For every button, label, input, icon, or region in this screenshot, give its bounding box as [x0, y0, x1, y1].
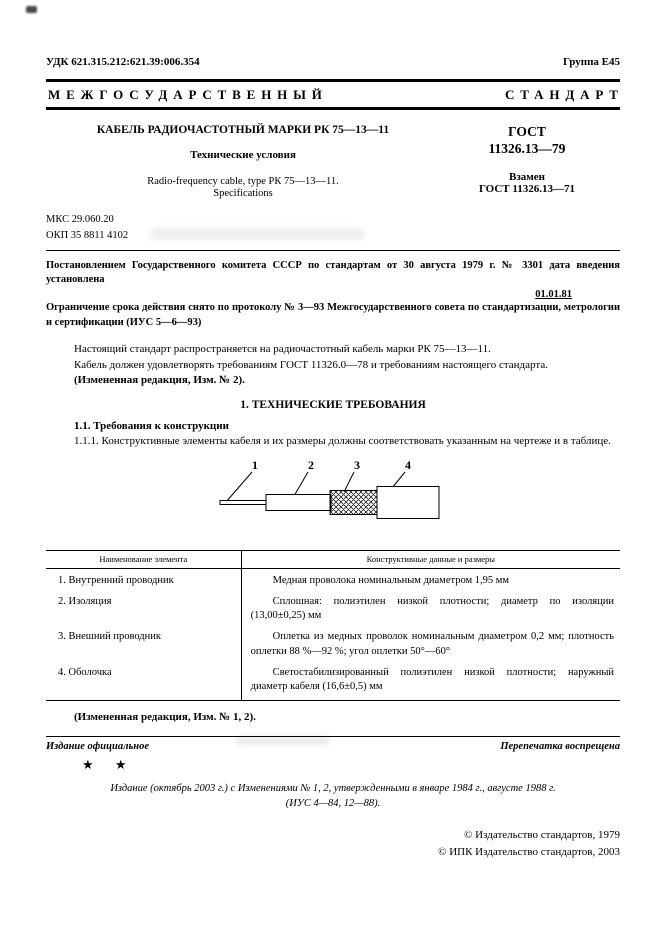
- document-subtitle: Технические условия: [190, 149, 296, 161]
- revision-note-1: (Измененная редакция, Изм. № 2).: [74, 373, 245, 386]
- table-header-construction-data: Конструктивные данные и размеры: [241, 550, 620, 568]
- replaces-label: Взамен: [509, 170, 545, 183]
- gost-number-column: [434, 124, 620, 199]
- table-row: [46, 625, 620, 660]
- sheath-shape: [377, 486, 439, 518]
- classification-codes: [46, 212, 620, 244]
- requirements-paragraph: Кабель должен удовлетворять требованиям ГОСТ 11326.0—78 и требованиям настоящего стандарта.: [74, 358, 548, 371]
- table-row: [46, 661, 620, 701]
- decree-paragraph: Постановлением Государственного комитета СССР по стандартам от 30 августа 1979 г. № 3301 дата введения установлена: [46, 259, 620, 285]
- effective-date: 01.01.81: [535, 289, 572, 301]
- braid-shape: [330, 490, 377, 514]
- revision-note-2: (Измененная редакция, Изм. № 1, 2).: [74, 711, 256, 724]
- table-row: [46, 590, 620, 625]
- table-cell-data: Светостабилизированный полиэтилен низкой плотности; наружный диаметр кабеля (16,6±0,5) мм: [250, 666, 614, 692]
- table-cell-element: 3. Внешний проводник: [46, 625, 241, 660]
- table-cell-data: Сплошная: полиэтилен низкой плотности; диаметр по изоляции (13,00±0,25) мм: [250, 596, 614, 622]
- figure-label-1: 1: [251, 457, 258, 472]
- banner-word-interstate: МЕЖГОСУДАРСТВЕННЫЙ: [48, 87, 328, 102]
- table-cell-data: Оплетка из медных проволок номинальным диаметром 0,2 мм; плотность оплетки 88 %—92 %; угол оплетки 50°—60°: [250, 631, 614, 657]
- leader-line-3: [344, 472, 354, 492]
- gost-label: ГОСТ: [508, 124, 546, 139]
- leader-line-2: [294, 472, 308, 496]
- figure-label-4: 4: [404, 457, 411, 472]
- construction-table: [46, 550, 620, 701]
- leader-line-1: [226, 472, 252, 502]
- document-title-english: Radio-frequency cable, type РК 75—13—11.: [147, 176, 339, 187]
- leader-line-4: [392, 472, 405, 488]
- table-header-element-name: Наименование элемента: [46, 550, 241, 568]
- gost-number: 11326.13—79: [488, 140, 566, 156]
- table-cell-element: 2. Изоляция: [46, 590, 241, 625]
- footer-rule: [46, 736, 620, 737]
- scope-paragraph: Настоящий стандарт распространяется на радиочастотный кабель марки РК 75—13—11.: [74, 343, 491, 356]
- okp-code: ОКП 35 8811 4102: [46, 229, 129, 241]
- cable-drawing: [216, 457, 451, 539]
- title-block: [46, 124, 620, 199]
- table-header-row: [46, 550, 620, 568]
- interstate-standard-banner: [46, 79, 624, 110]
- table-cell-element: 4. Оболочка: [46, 661, 241, 701]
- inner-conductor-shape: [220, 500, 268, 504]
- footer-row: [46, 741, 620, 752]
- title-left-column: [46, 124, 434, 199]
- edition-note-line2: (ИУС 4—84, 12—88).: [285, 798, 381, 810]
- copyright-line-2003: © ИПК Издательство стандартов, 2003: [438, 846, 620, 859]
- table-cell-element: 1. Внутренний проводник: [46, 568, 241, 590]
- document-title: КАБЕЛЬ РАДИОЧАСТОТНЫЙ МАРКИ РК 75—13—11: [96, 124, 390, 136]
- replaces-number: ГОСТ 11326.13—71: [478, 182, 576, 195]
- figure-container: [46, 457, 620, 544]
- stars-mark: ★ ★: [82, 757, 136, 773]
- insulation-shape: [266, 494, 331, 510]
- udk-code: УДК 621.315.212:621.39:006.354: [46, 56, 200, 68]
- scan-artifact: [26, 6, 37, 13]
- document-subtitle-english: Specifications: [213, 188, 273, 199]
- banner-word-standard: СТАНДАРТ: [505, 87, 624, 102]
- reprint-prohibited-label: Перепечатка воспрещена: [500, 741, 620, 753]
- clause-paragraph: 1.1.1. Конструктивные элементы кабеля и их размеры должны соответствовать указанным на чертеже и в таблице.: [74, 434, 611, 447]
- limitation-paragraph: Ограничение срока действия снято по протоколу № 3—93 Межгосударственного совета по стандартизации, метрологии и сертификации (ИУС 5—6—93): [46, 302, 620, 328]
- mks-code: МКС 29.060.20: [46, 214, 114, 225]
- table-cell-data: Медная проволока номинальным диаметром 1,95 мм: [272, 574, 510, 586]
- horizontal-rule: [46, 250, 620, 251]
- copyright-line-1979: © Издательство стандартов, 1979: [464, 828, 620, 841]
- group-code: Группа Е45: [562, 56, 620, 68]
- table-row: [46, 568, 620, 590]
- top-codes-row: [46, 56, 620, 68]
- figure-label-2: 2: [307, 457, 314, 472]
- edition-note-line1: Издание (октябрь 2003 г.) с Изменениями № 1, 2, утвержденными в январе 1984 г., августе 1988 г.: [110, 783, 556, 795]
- section-heading: 1. ТЕХНИЧЕСКИЕ ТРЕБОВАНИЯ: [240, 398, 426, 411]
- copyright-block: [46, 827, 620, 862]
- figure-label-3: 3: [353, 457, 360, 472]
- official-edition-label: Издание официальное: [46, 741, 150, 753]
- subsection-heading: 1.1. Требования к конструкции: [74, 419, 229, 432]
